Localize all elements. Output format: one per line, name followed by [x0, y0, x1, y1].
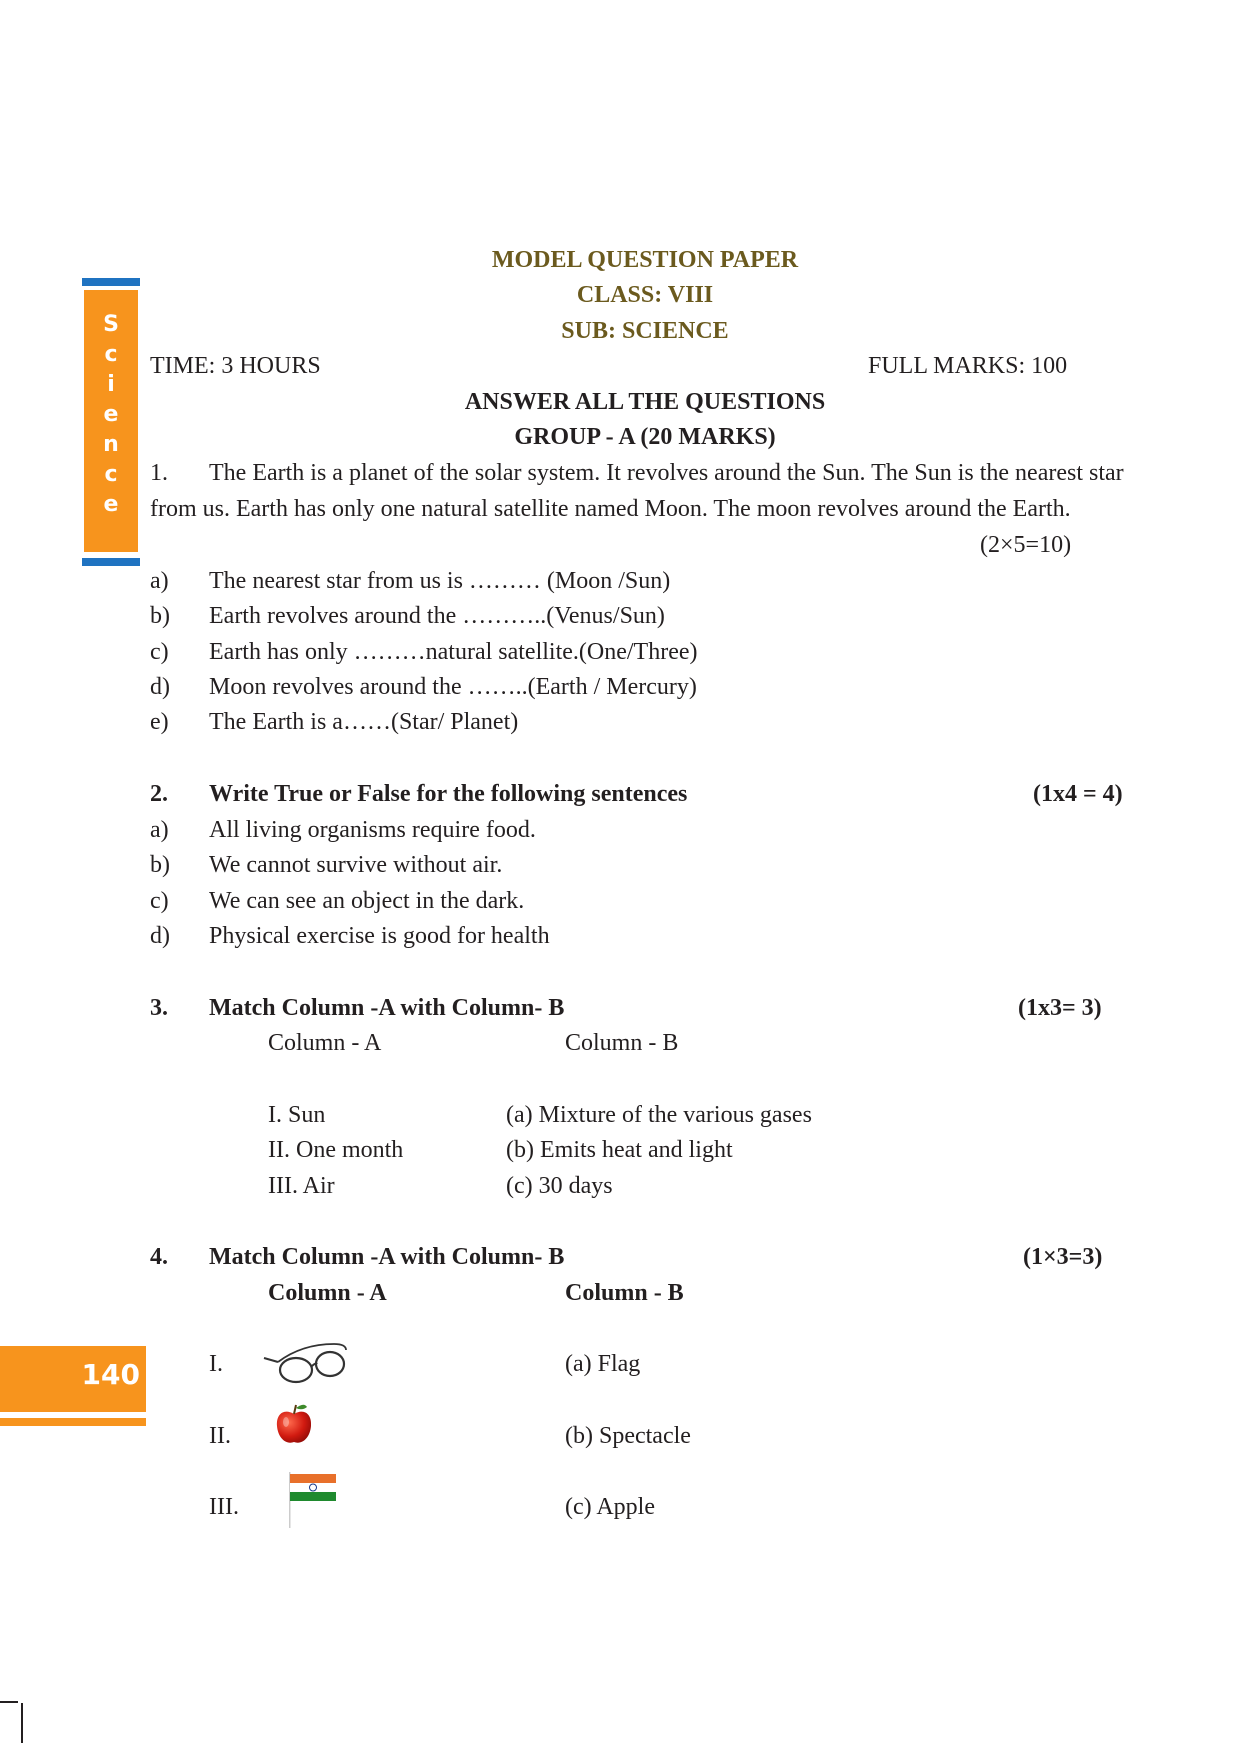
page-number-tab	[0, 1346, 146, 1412]
item-text: We cannot survive without air.	[209, 852, 503, 878]
item-text: Earth revolves around the ………..(Venus/Sun)	[209, 603, 665, 629]
item-text: We can see an object in the dark.	[209, 888, 525, 914]
item-label: c)	[150, 888, 169, 914]
question-title: Match Column -A with Column- B	[209, 995, 565, 1021]
sidebar-letter: S	[103, 312, 119, 337]
item-text: The Earth is a……(Star/ Planet)	[209, 709, 519, 735]
sidebar-letter: e	[103, 402, 119, 427]
sidebar-letter: n	[103, 432, 119, 457]
class-label: CLASS: VIII	[576, 282, 714, 308]
question-marks: (2×5=10)	[980, 532, 1072, 558]
item-label: d)	[150, 674, 170, 700]
full-marks-label: FULL MARKS: 100	[868, 353, 1068, 379]
question-number: 1.	[150, 460, 168, 486]
question-marks: (1×3=3)	[1023, 1244, 1103, 1270]
question-marks: (1x3= 3)	[1018, 995, 1102, 1021]
column-b-item: (c) 30 days	[506, 1173, 613, 1199]
column-b-header: Column - B	[565, 1030, 679, 1056]
question-number: 2.	[150, 781, 168, 807]
column-b-header: Column - B	[565, 1280, 684, 1306]
item-label: c)	[150, 639, 169, 665]
item-label: b)	[150, 603, 170, 629]
sidebar-letter: c	[104, 342, 118, 367]
page-number-underline	[0, 1418, 146, 1426]
sidebar-letter: e	[103, 492, 119, 517]
time-label: TIME: 3 HOURS	[150, 353, 321, 379]
item-text: Physical exercise is good for health	[209, 923, 550, 949]
question-title: Match Column -A with Column- B	[209, 1244, 565, 1270]
column-a-item: II. One month	[268, 1137, 404, 1163]
column-a-item: III. Air	[268, 1173, 335, 1199]
sidebar-bottom-bar	[82, 558, 140, 566]
question-title: Write True or False for the following sentences	[209, 781, 688, 807]
item-text: Moon revolves around the ……..(Earth / Mercury)	[209, 674, 697, 700]
sidebar-letter: c	[104, 462, 118, 487]
crop-mark	[0, 1701, 18, 1703]
row-label: II.	[209, 1423, 231, 1449]
spectacles-icon	[262, 1340, 348, 1386]
item-text: All living organisms require food.	[209, 817, 536, 843]
instruction-heading: ANSWER ALL THE QUESTIONS	[464, 389, 826, 415]
item-text: The nearest star from us is ……… (Moon /Sun)	[209, 568, 671, 594]
item-label: a)	[150, 568, 169, 594]
question-number: 4.	[150, 1244, 168, 1270]
column-a-header: Column - A	[268, 1280, 387, 1306]
sidebar-letter: i	[107, 372, 115, 397]
page-number: 140	[81, 1358, 140, 1391]
item-label: e)	[150, 709, 169, 735]
item-label: d)	[150, 923, 170, 949]
column-b-item: (c) Apple	[565, 1494, 655, 1520]
item-label: b)	[150, 852, 170, 878]
crop-mark	[21, 1703, 23, 1743]
question-number: 3.	[150, 995, 168, 1021]
column-b-item: (b) Spectacle	[565, 1423, 691, 1449]
item-text: Earth has only ………natural satellite.(One/Three)	[209, 639, 698, 665]
subject-label: SUB: SCIENCE	[561, 318, 729, 344]
flag-icon	[286, 1470, 340, 1530]
column-b-item: (a) Mixture of the various gases	[506, 1102, 812, 1128]
column-b-item: (b) Emits heat and light	[506, 1137, 733, 1163]
item-label: a)	[150, 817, 169, 843]
question-text: The Earth is a planet of the solar system. It revolves around the Sun. The Sun is the nearest star	[209, 460, 1124, 486]
column-b-item: (a) Flag	[565, 1351, 641, 1377]
group-heading: GROUP - A (20 MARKS)	[514, 424, 776, 450]
row-label: III.	[209, 1494, 239, 1520]
question-text: from us. Earth has only one natural satellite named Moon. The moon revolves around the Earth.	[150, 496, 1071, 522]
row-label: I.	[209, 1351, 223, 1377]
paper-title: MODEL QUESTION PAPER	[491, 247, 799, 273]
column-a-header: Column - A	[268, 1030, 382, 1056]
apple-icon	[274, 1402, 314, 1446]
column-a-item: I. Sun	[268, 1102, 326, 1128]
question-marks: (1x4 = 4)	[1033, 781, 1123, 807]
